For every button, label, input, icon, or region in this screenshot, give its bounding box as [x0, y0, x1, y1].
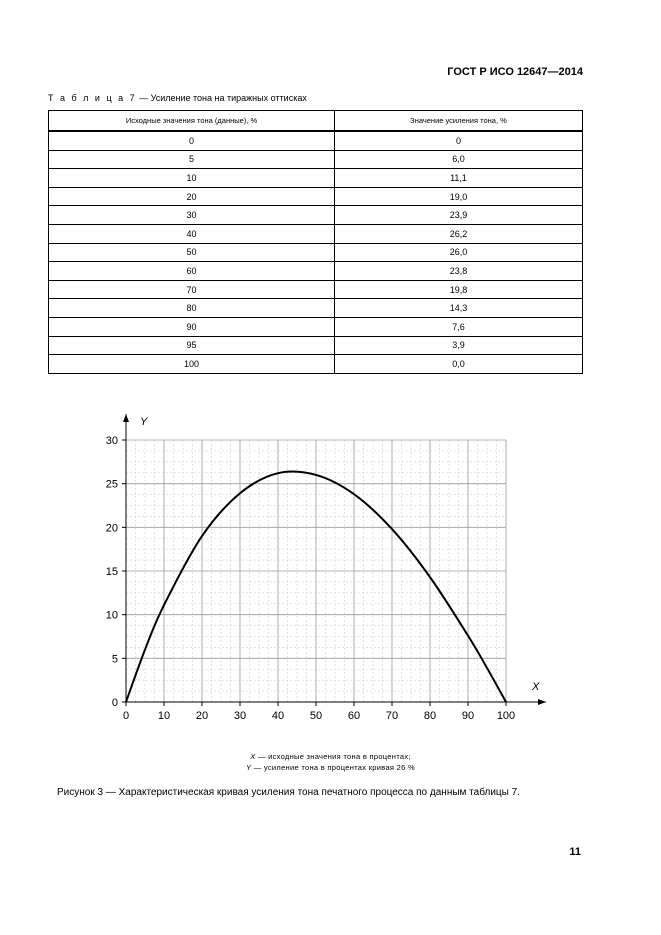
cell-source-value: 40	[49, 224, 335, 243]
table-row	[49, 187, 583, 206]
standard-header: ГОСТ Р ИСО 12647—2014	[447, 66, 583, 78]
legend-y-symbol: Y	[246, 763, 252, 772]
legend-y-line	[0, 762, 661, 773]
y-axis-arrow-icon	[123, 414, 129, 422]
tone-gain-chart	[96, 410, 556, 730]
table-row	[49, 131, 583, 150]
x-tick-label: 80	[423, 710, 437, 722]
legend-y-text: — усиление тона в процентах кривая 26 %	[251, 763, 415, 772]
y-tick-label: 5	[111, 653, 118, 666]
tone-gain-table	[48, 110, 583, 374]
cell-source-value: 95	[49, 336, 335, 355]
table-row	[49, 317, 583, 336]
cell-source-value: 80	[49, 299, 335, 318]
table-row	[49, 336, 583, 355]
y-tick-label: 15	[105, 566, 118, 578]
y-axis-label: Y	[140, 416, 148, 428]
table-row	[49, 224, 583, 243]
cell-gain-value: 26,2	[335, 224, 583, 243]
cell-gain-value: 6,0	[335, 150, 583, 169]
table-row	[49, 262, 583, 281]
figure-legend	[0, 751, 661, 773]
cell-source-value: 90	[49, 317, 335, 336]
column-header-source: Исходные значения тона (данные), %	[49, 111, 335, 132]
y-tick-label: 30	[105, 435, 118, 447]
x-tick-label: 10	[157, 710, 171, 722]
cell-gain-value: 26,0	[335, 243, 583, 262]
column-header-gain: Значение усиления тона, %	[335, 111, 583, 132]
x-tick-label: 40	[271, 710, 285, 722]
x-tick-label: 20	[195, 710, 209, 722]
table-row	[49, 299, 583, 318]
chart-grid	[126, 440, 506, 702]
cell-gain-value: 23,8	[335, 262, 583, 281]
table-caption	[48, 93, 307, 103]
table-row	[49, 150, 583, 169]
x-tick-label: 70	[385, 710, 399, 722]
table-row	[49, 169, 583, 188]
y-tick-label: 0	[111, 697, 118, 709]
y-tick-label: 10	[105, 609, 118, 622]
x-tick-label: 30	[233, 710, 247, 722]
table-row	[49, 243, 583, 262]
cell-gain-value: 19,8	[335, 280, 583, 299]
cell-source-value: 5	[49, 150, 335, 169]
table-caption-prefix: Т а б л и ц а 7	[48, 93, 137, 103]
legend-x-text: — исходные значения тона в процентах;	[255, 752, 411, 761]
table-row	[49, 355, 583, 374]
cell-source-value: 20	[49, 187, 335, 206]
table-row	[49, 280, 583, 299]
cell-source-value: 10	[49, 169, 335, 188]
y-tick-label: 25	[105, 478, 118, 491]
x-axis-arrow-icon	[538, 699, 546, 705]
table-body	[49, 131, 583, 373]
x-axis-label: X	[532, 681, 540, 693]
cell-source-value: 100	[49, 355, 335, 374]
cell-gain-value: 14,3	[335, 299, 583, 318]
cell-gain-value: 0,0	[335, 355, 583, 374]
chart-ticks	[106, 435, 515, 722]
x-tick-label: 60	[347, 710, 361, 722]
x-tick-label: 50	[309, 710, 323, 722]
cell-gain-value: 23,9	[335, 206, 583, 225]
y-tick-label: 20	[105, 522, 118, 535]
cell-gain-value: 7,6	[335, 317, 583, 336]
cell-source-value: 0	[49, 131, 335, 150]
cell-source-value: 70	[49, 280, 335, 299]
legend-x-line	[0, 751, 661, 762]
cell-source-value: 30	[49, 206, 335, 225]
x-tick-label: 0	[122, 710, 130, 722]
cell-gain-value: 0	[335, 131, 583, 150]
legend-x-symbol: X	[250, 752, 256, 761]
table-header-row	[49, 111, 583, 132]
page-number: 11	[569, 846, 581, 858]
table-row	[49, 206, 583, 225]
figure-caption: Рисунок 3 — Характеристическая кривая усиления тона печатного процесса по данным таблицы 7.	[57, 787, 520, 798]
cell-source-value: 60	[49, 262, 335, 281]
cell-gain-value: 19,0	[335, 187, 583, 206]
cell-gain-value: 3,9	[335, 336, 583, 355]
x-tick-label: 90	[461, 710, 475, 722]
x-tick-label: 100	[496, 710, 516, 722]
table-caption-text: — Усиление тона на тиражных оттисках	[136, 93, 307, 103]
cell-gain-value: 11,1	[335, 169, 583, 188]
cell-source-value: 50	[49, 243, 335, 262]
